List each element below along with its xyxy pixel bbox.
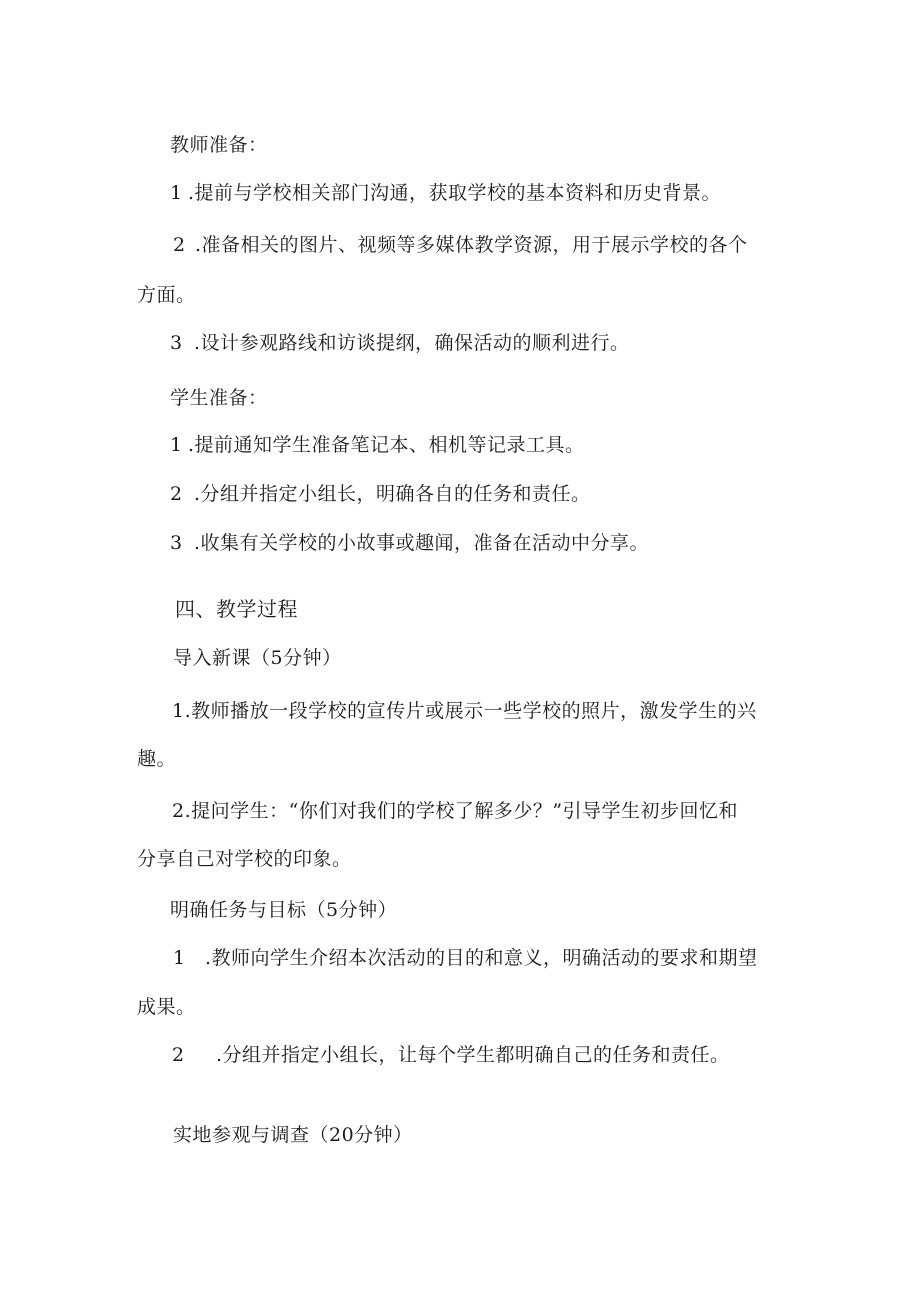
item-text: .教师向学生介绍本次活动的目的和意义，明确活动的要求和期望 <box>205 947 758 969</box>
item-text: .提前通知学生准备笔记本、相机等记录工具。 <box>188 434 585 456</box>
list-item <box>170 432 585 458</box>
item-number: 3 <box>170 532 183 554</box>
item-continuation: 方面。 <box>137 284 196 306</box>
item-number: 2 <box>172 1044 185 1066</box>
student-prep-title: 学生准备： <box>170 387 268 409</box>
list-item <box>172 1042 730 1068</box>
list-item <box>170 530 649 556</box>
subsection-title: 导入新课（5分钟） <box>173 647 342 669</box>
item-number: 1 <box>173 947 186 969</box>
list-item <box>173 232 748 258</box>
item-text: .准备相关的图片、视频等多媒体教学资源，用于展示学校的各个 <box>195 234 748 256</box>
item-text: .收集有关学校的小故事或趣闻，准备在活动中分享。 <box>194 532 650 554</box>
list-item: 1.教师播放一段学校的宣传片或展示一些学校的照片，激发学生的兴 <box>172 700 757 722</box>
subsection-title: 明确任务与目标（5分钟） <box>170 899 398 921</box>
item-continuation: 趣。 <box>137 748 177 770</box>
item-number: 3 <box>170 332 183 354</box>
list-item <box>170 180 721 206</box>
item-text: .分组并指定小组长，明确各自的任务和责任。 <box>194 483 591 505</box>
list-item <box>170 330 630 356</box>
list-item: 2.提问学生：“你们对我们的学校了解多少？”引导学生初步回忆和 <box>172 800 739 822</box>
subsection-title: 实地参观与调查（20分钟） <box>173 1124 413 1146</box>
teacher-prep-title: 教师准备： <box>170 134 268 156</box>
item-text: .分组并指定小组长，让每个学生都明确自己的任务和责任。 <box>216 1044 730 1066</box>
item-text: .提前与学校相关部门沟通，获取学校的基本资料和历史背景。 <box>188 182 722 204</box>
list-item <box>170 481 591 507</box>
list-item <box>173 945 758 971</box>
item-number: 1 <box>170 182 183 204</box>
item-number: 2 <box>173 234 186 256</box>
item-number: 2 <box>170 483 183 505</box>
item-number: 1 <box>170 434 183 456</box>
item-text: .设计参观路线和访谈提纲，确保活动的顺利进行。 <box>194 332 630 354</box>
section-heading: 四、教学过程 <box>175 597 298 621</box>
item-continuation: 成果。 <box>137 996 196 1018</box>
item-continuation: 分享自己对学校的印象。 <box>137 848 352 870</box>
